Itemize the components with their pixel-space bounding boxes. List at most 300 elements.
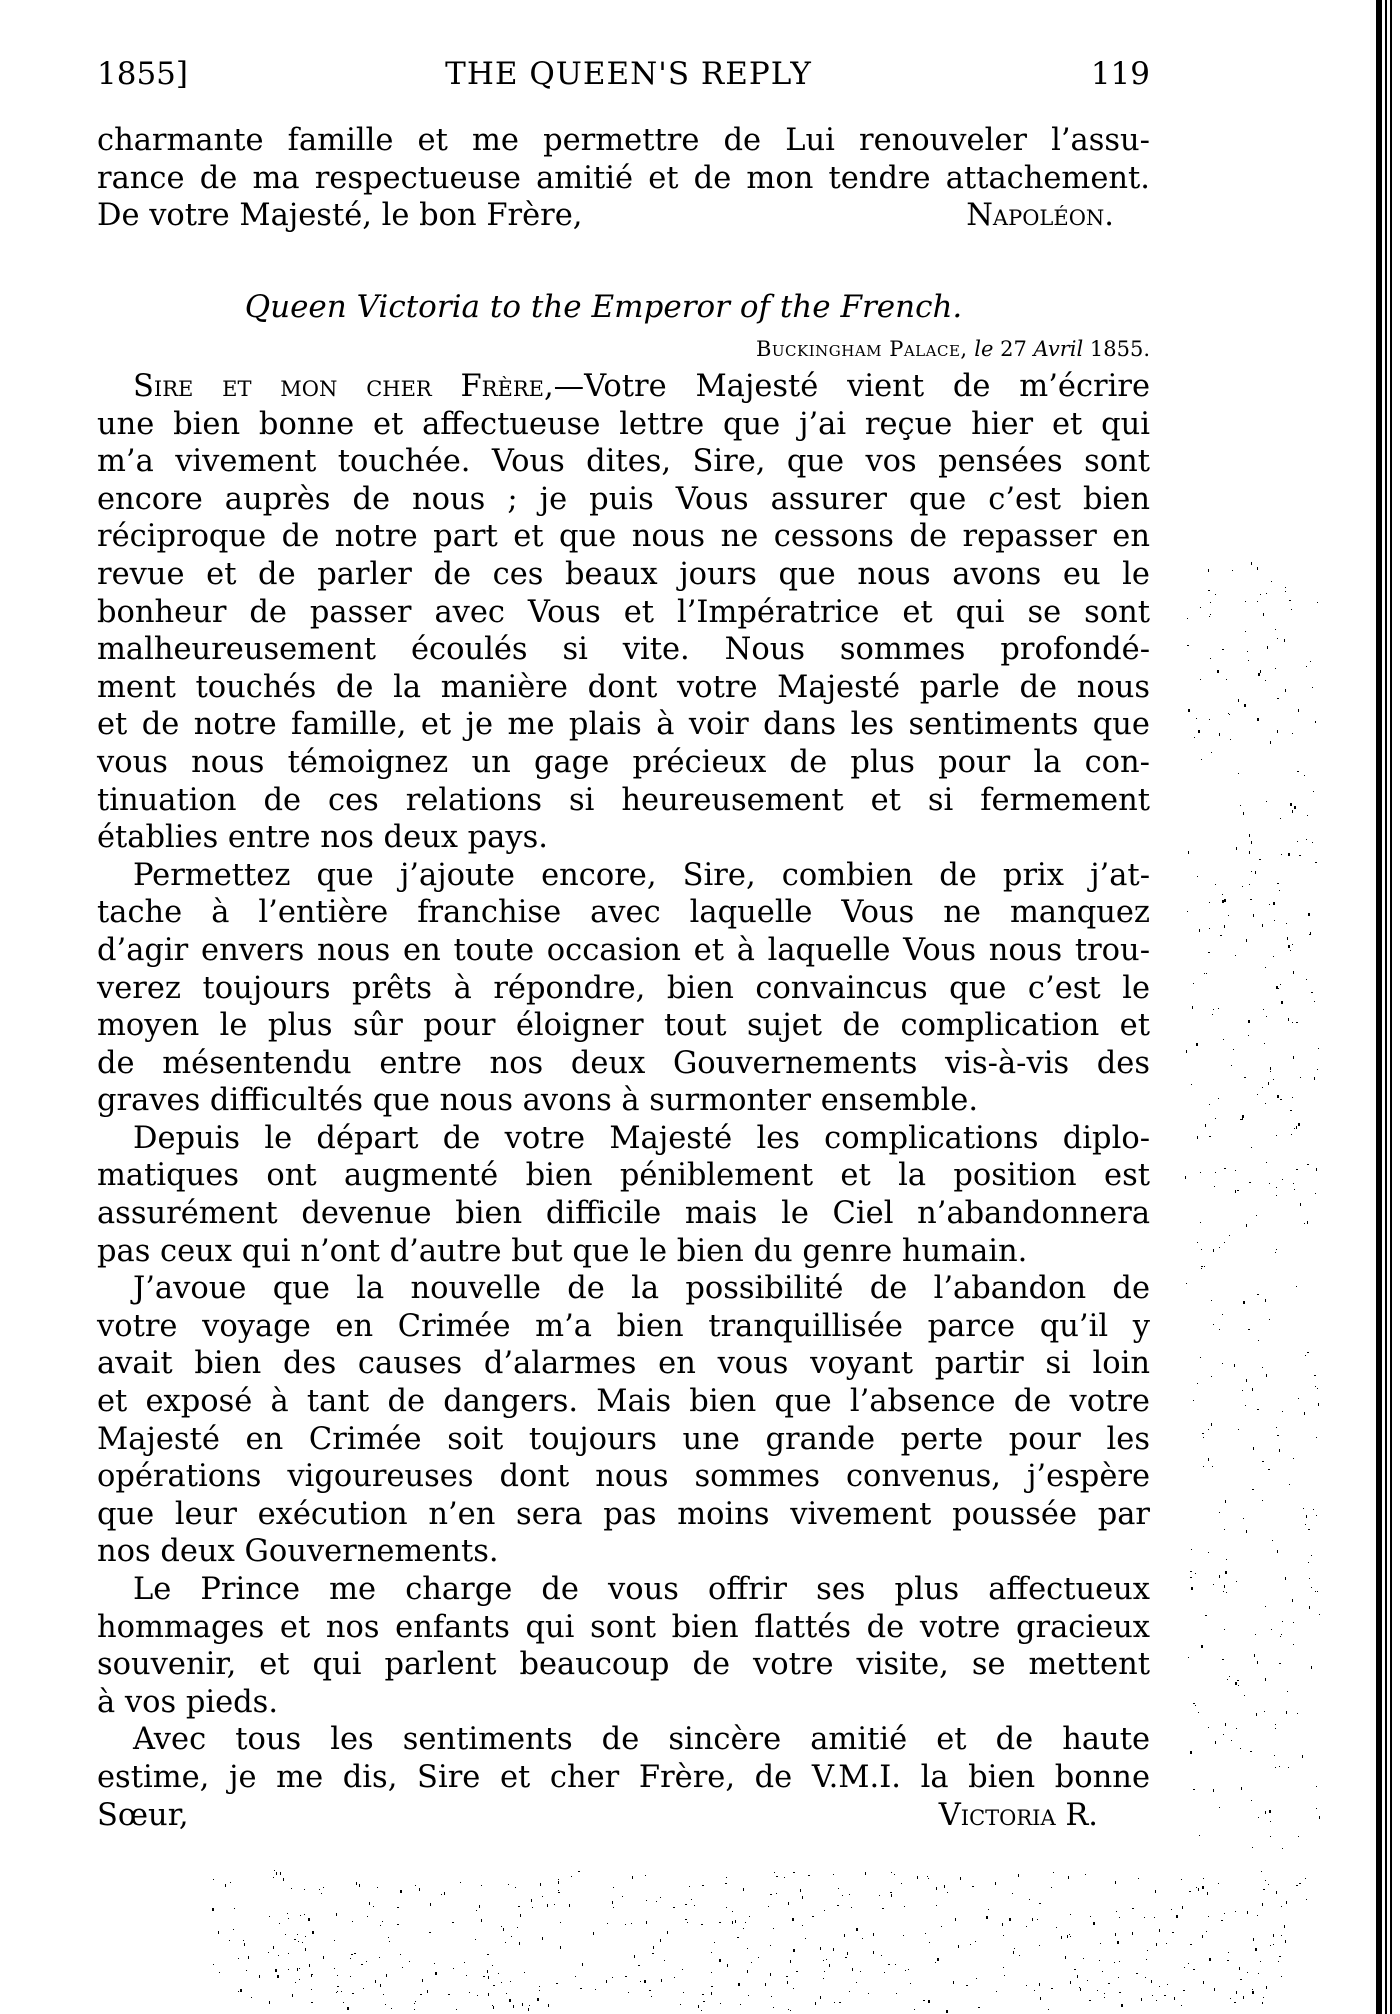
speckle-dot: [1266, 1374, 1267, 1377]
speckle-dot: [1298, 1398, 1299, 1399]
speckle-dot: [1260, 670, 1261, 673]
speckle-dot: [334, 1940, 335, 1941]
speckle-dot: [469, 1992, 470, 1993]
speckle-dot: [1281, 854, 1282, 855]
speckle-dot: [276, 1872, 277, 1875]
speckle-dot: [1316, 1515, 1317, 1516]
speckle-dot: [1316, 1786, 1317, 1787]
speckle-dot: [1159, 1986, 1160, 1987]
speckle-dot: [834, 2002, 835, 2003]
text-line: encore auprès de nous ; je puis Vous assurer que c’est bien: [97, 481, 1150, 517]
speckle-dot: [1040, 1997, 1041, 2000]
speckle-dot: [1317, 1388, 1318, 1389]
speckle-dot: [558, 1892, 560, 1893]
speckle-dot: [1146, 1959, 1147, 1960]
speckle-dot: [1319, 1614, 1320, 1615]
speckle-dot: [1226, 1592, 1227, 1593]
speckle-dot: [1264, 1711, 1265, 1712]
speckle-dot: [1206, 1931, 1207, 1932]
speckle-dot: [477, 1995, 478, 1996]
speckle-dot: [1067, 1935, 1068, 1938]
speckle-dot: [1215, 1741, 1216, 1744]
salutation: Sire et mon cher Frère,: [133, 369, 554, 404]
speckle-dot: [268, 1952, 269, 1953]
speckle-dot: [1246, 1224, 1247, 1227]
speckle-dot: [914, 2009, 915, 2010]
speckle-dot: [1203, 1981, 1204, 1984]
speckle-dot: [493, 1985, 495, 1986]
speckle-dot: [1312, 842, 1313, 843]
speckle-dot: [389, 1941, 390, 1942]
speckle-dot: [419, 1888, 420, 1891]
speckle-dot: [652, 1953, 654, 1954]
speckle-dot: [1223, 1039, 1224, 1040]
speckle-dot: [1201, 1266, 1203, 1267]
speckle-dot: [1119, 1961, 1120, 1962]
speckle-dot: [664, 1960, 665, 1961]
speckle-dot: [1263, 613, 1264, 616]
speckle-dot: [1266, 593, 1267, 594]
speckle-dot: [304, 1914, 305, 1915]
speckle-dot: [1209, 1958, 1211, 1961]
text-line: établies entre nos deux pays.: [97, 820, 548, 856]
speckle-dot: [743, 1888, 744, 1891]
speckle-dot: [1238, 1685, 1239, 1686]
speckle-dot: [1200, 679, 1201, 680]
speckle-dot: [299, 1979, 300, 1980]
text-line: Le Prince me charge de vous offrir ses plus affectueux: [133, 1572, 1150, 1607]
speckle-dot: [1243, 1518, 1244, 1519]
text-line: matiques ont augmenté bien péniblement et la position est: [97, 1158, 1150, 1194]
speckle-dot: [1251, 562, 1252, 565]
speckle-dot: [842, 1895, 843, 1896]
speckle-dot: [492, 2005, 493, 2006]
speckle-dot: [1255, 1634, 1256, 1635]
speckle-dot: [517, 1927, 518, 1928]
speckle-dot: [1280, 984, 1281, 985]
speckle-dot: [1195, 1573, 1196, 1574]
speckle-dot: [1289, 1484, 1290, 1485]
speckle-dot: [311, 1974, 312, 1977]
speckle-dot: [1242, 886, 1243, 887]
speckle-dot: [1262, 1087, 1263, 1088]
speckle-dot: [386, 1974, 387, 1977]
speckle-dot: [299, 1968, 300, 1969]
speckle-dot: [1138, 1878, 1139, 1879]
speckle-dot: [1254, 1654, 1255, 1657]
text-line: tache à l’entière franchise avec laquelle Vous ne manquez: [97, 895, 1150, 931]
speckle-dot: [560, 1922, 561, 1923]
speckle-dot: [269, 1916, 270, 1917]
text-line: Depuis le départ de votre Majesté les complications diplo-: [133, 1120, 1150, 1156]
speckle-dot: [1003, 1967, 1004, 1968]
speckle-dot: [820, 1996, 821, 1999]
speckle-dot: [1213, 1009, 1214, 1010]
speckle-dot: [1276, 986, 1278, 989]
speckle-dot: [1305, 1524, 1306, 1525]
speckle-dot: [1262, 2002, 1263, 2003]
speckle-dot: [972, 1886, 974, 1887]
speckle-dot: [936, 1887, 937, 1890]
text-line: réciproque de notre part et que nous ne cessons de repasser en: [97, 519, 1150, 555]
speckle-dot: [1191, 1549, 1192, 1550]
speckle-dot: [356, 1882, 357, 1885]
speckle-dot: [569, 1904, 570, 1907]
speckle-dot: [719, 1959, 721, 1962]
speckle-dot: [529, 2005, 530, 2006]
speckle-dot: [738, 1983, 740, 1986]
speckle-dot: [826, 1959, 827, 1960]
speckle-dot: [248, 1956, 249, 1959]
speckle-dot: [628, 1992, 629, 1993]
speckle-dot: [300, 1915, 301, 1916]
speckle-dot: [1257, 1094, 1258, 1095]
text-line: bonheur de passer avec Vous et l’Impératrice et qui se sont: [97, 594, 1150, 630]
speckle-dot: [1227, 1960, 1229, 1961]
speckle-dot: [1281, 1906, 1282, 1907]
speckle-dot: [593, 1932, 594, 1935]
speckle-dot: [1229, 714, 1230, 715]
speckle-dot: [960, 1877, 961, 1880]
speckle-dot: [1299, 855, 1301, 856]
speckle-dot: [1218, 1098, 1219, 1099]
speckle-dot: [1313, 791, 1314, 792]
speckle-dot: [1097, 1990, 1098, 1991]
speckle-dot: [1267, 646, 1268, 649]
speckle-dot: [1209, 616, 1210, 617]
speckle-dot: [955, 1918, 956, 1921]
speckle-dot: [1230, 739, 1231, 740]
speckle-dot: [1197, 1242, 1198, 1243]
speckle-dot: [311, 2002, 313, 2003]
speckle-dot: [788, 1902, 789, 1905]
speckle-dot: [935, 1962, 936, 1963]
speckle-dot: [1293, 1183, 1294, 1184]
speckle-dot: [582, 1963, 583, 1966]
speckle-dot: [1056, 1927, 1057, 1928]
speckle-dot: [1268, 1469, 1270, 1470]
speckle-dot: [1298, 709, 1299, 712]
speckle-dot: [1186, 1283, 1187, 1284]
speckle-dot: [351, 1954, 353, 1955]
speckle-dot: [1238, 699, 1239, 702]
speckle-dot: [1196, 1043, 1198, 1046]
speckle-dot: [1203, 1878, 1204, 1879]
speckle-dot: [1279, 890, 1280, 891]
speckle-dot: [917, 1876, 918, 1879]
speckle-dot: [1290, 1110, 1292, 1111]
speckle-dot: [1222, 649, 1224, 650]
speckle-dot: [1201, 1268, 1202, 1269]
speckle-dot: [976, 1978, 977, 1979]
speckle-dot: [1293, 1056, 1294, 1059]
speckle-dot: [1188, 1963, 1189, 1964]
speckle-dot: [1309, 1578, 1310, 1579]
speckle-dot: [1233, 1049, 1234, 1050]
speckle-dot: [792, 1918, 794, 1921]
speckle-dot: [1193, 1400, 1194, 1401]
speckle-dot: [380, 1984, 381, 1987]
speckle-dot: [380, 1925, 381, 1926]
speckle-dot: [279, 1923, 280, 1924]
speckle-dot: [1190, 1577, 1192, 1578]
speckle-dot: [1102, 1971, 1103, 1972]
speckle-dot: [1211, 752, 1212, 753]
speckle-dot: [1292, 944, 1293, 945]
signature-victoria: Victoria R.: [938, 1797, 1098, 1833]
speckle-dot: [856, 1982, 857, 1983]
speckle-dot: [1308, 1562, 1309, 1563]
speckle-dot: [219, 1972, 220, 1973]
speckle-dot: [1313, 1509, 1314, 1510]
speckle-dot: [441, 1894, 442, 1895]
speckle-dot: [1061, 1936, 1062, 1939]
dateline-le: le: [974, 337, 994, 361]
speckle-dot: [1204, 1266, 1205, 1267]
speckle-dot: [1232, 570, 1233, 571]
speckle-dot: [1209, 1136, 1211, 1137]
speckle-dot: [793, 1949, 795, 1952]
speckle-dot: [1197, 1136, 1198, 1139]
speckle-dot: [1193, 1703, 1195, 1704]
speckle-dot: [1119, 1992, 1121, 1993]
speckle-dot: [1247, 651, 1248, 652]
speckle-dot: [1315, 721, 1316, 722]
speckle-dot: [1236, 1728, 1237, 1729]
speckle-dot: [1220, 935, 1222, 936]
speckle-dot: [1048, 2009, 1049, 2010]
speckle-dot: [944, 1885, 945, 1888]
speckle-dot: [1277, 730, 1278, 733]
speckle-dot: [305, 1936, 306, 1937]
speckle-dot: [1255, 1948, 1257, 1951]
speckle-dot: [844, 1934, 845, 1937]
speckle-dot: [776, 1893, 777, 1894]
speckle-dot: [1258, 673, 1260, 676]
speckle-dot: [1302, 1755, 1303, 1758]
speckle-dot: [1234, 1364, 1235, 1367]
speckle-dot: [1200, 607, 1201, 608]
speckle-dot: [1136, 1973, 1138, 1974]
speckle-dot: [1222, 1314, 1223, 1315]
speckle-dot: [1164, 1995, 1166, 1996]
speckle-dot: [1214, 1186, 1215, 1187]
speckle-dot: [1294, 806, 1296, 809]
speckle-dot: [770, 1973, 771, 1976]
speckle-dot: [1209, 902, 1210, 903]
speckle-dot: [1194, 737, 1195, 738]
speckle-dot: [701, 1924, 703, 1925]
speckle-dot: [901, 1883, 902, 1884]
speckle-dot: [1297, 771, 1299, 772]
speckle-dot: [793, 1988, 794, 1989]
speckle-dot: [493, 2006, 494, 2009]
speckle-dot: [1089, 2000, 1091, 2001]
speckle-dot: [812, 1916, 814, 1917]
speckle-dot: [849, 1991, 850, 1992]
speckle-dot: [277, 1975, 279, 1978]
speckle-dot: [1303, 1508, 1304, 1509]
text-line: estime, je me dis, Sire et cher Frère, de V.M.I. la bien bonne: [97, 1759, 1150, 1795]
speckle-dot: [243, 1940, 244, 1941]
speckle-dot: [580, 1988, 582, 1989]
speckle-dot: [773, 2007, 774, 2008]
speckle-dot: [719, 1922, 721, 1923]
speckle-dot: [1288, 1767, 1289, 1768]
speckle-dot: [774, 1872, 775, 1873]
speckle-dot: [711, 1952, 712, 1953]
speckle-dot: [1231, 1065, 1232, 1066]
speckle-dot: [414, 2003, 415, 2004]
speckle-dot: [1188, 851, 1189, 854]
speckle-dot: [1191, 1084, 1192, 1085]
speckle-dot: [936, 1905, 937, 1906]
speckle-dot: [1039, 1945, 1040, 1946]
speckle-dot: [703, 2001, 705, 2002]
speckle-dot: [1306, 1515, 1307, 1518]
speckle-dot: [1018, 1874, 1019, 1877]
speckle-dot: [726, 1877, 727, 1878]
speckle-dot: [539, 1990, 540, 1991]
speckle-dot: [1275, 1728, 1276, 1729]
speckle-dot: [1235, 1682, 1237, 1685]
speckle-dot: [1229, 1676, 1230, 1677]
speckle-dot: [1188, 1657, 1189, 1658]
speckle-dot: [937, 1958, 939, 1961]
speckle-dot: [1290, 803, 1292, 806]
speckle-dot: [698, 2005, 699, 2008]
speckle-dot: [833, 1948, 834, 1951]
speckle-dot: [1193, 1969, 1195, 1970]
speckle-dot: [1242, 1390, 1243, 1391]
speckle-dot: [308, 1918, 310, 1921]
speckle-dot: [1276, 1427, 1277, 1428]
speckle-dot: [1188, 709, 1190, 712]
speckle-dot: [1311, 992, 1313, 993]
speckle-dot: [1236, 1991, 1237, 1994]
speckle-dot: [1240, 1748, 1241, 1749]
speckle-dot: [400, 1954, 401, 1955]
speckle-dot: [1013, 1951, 1014, 1954]
speckle-dot: [646, 1921, 647, 1924]
speckle-dot: [1083, 1958, 1084, 1959]
speckle-dot: [1296, 1126, 1297, 1129]
speckle-dot: [487, 1954, 489, 1955]
speckle-dot: [680, 2004, 681, 2005]
speckle-dot: [350, 1958, 351, 1959]
text-line: Avec tous les sentiments de sincère amitié et de haute: [133, 1722, 1150, 1758]
speckle-dot: [1315, 862, 1317, 863]
speckle-dot: [988, 1909, 989, 1910]
speckle-dot: [321, 1893, 322, 1894]
speckle-dot: [246, 1970, 247, 1971]
speckle-dot: [409, 1961, 410, 1962]
speckle-dot: [1296, 1885, 1298, 1886]
speckle-dot: [1296, 1169, 1298, 1170]
speckle-dot: [1257, 1409, 1259, 1410]
speckle-dot: [1087, 1980, 1088, 1981]
speckle-dot: [1270, 1067, 1271, 1070]
speckle-dot: [1277, 1095, 1279, 1098]
speckle-dot: [1248, 1329, 1250, 1330]
speckle-dot: [479, 1905, 480, 1908]
speckle-dot: [1308, 1529, 1310, 1530]
speckle-dot: [735, 1920, 736, 1923]
speckle-dot: [1250, 1751, 1252, 1752]
speckle-dot: [259, 1975, 260, 1978]
speckle-dot: [1286, 1901, 1287, 1904]
text-line: vous nous témoignez un gage précieux de plus pour la con-: [97, 744, 1150, 780]
speckle-dot: [802, 1896, 803, 1899]
speckle-dot: [312, 1931, 314, 1934]
speckle-dot: [1304, 1412, 1305, 1415]
speckle-dot: [1306, 979, 1307, 980]
speckle-dot: [1215, 594, 1216, 595]
speckle-dot: [323, 1956, 324, 1959]
speckle-dot: [1281, 1634, 1282, 1635]
speckle-dot: [1262, 1500, 1263, 1501]
speckle-dot: [740, 2004, 741, 2005]
speckle-dot: [714, 1942, 715, 1943]
speckle-dot: [444, 1892, 445, 1895]
speckle-dot: [833, 1874, 834, 1875]
speckle-dot: [966, 1985, 968, 1986]
speckle-dot: [274, 1870, 275, 1871]
speckle-dot: [1209, 719, 1210, 720]
speckle-dot: [788, 2009, 789, 2010]
speckle-dot: [1251, 871, 1252, 872]
speckle-dot: [891, 1872, 892, 1873]
speckle-dot: [1201, 1249, 1202, 1250]
speckle-dot: [1262, 924, 1263, 927]
speckle-dot: [1080, 1988, 1081, 1991]
speckle-dot: [542, 1937, 543, 1940]
speckle-dot: [1239, 1967, 1240, 1970]
speckle-dot: [1264, 1043, 1265, 1044]
speckle-dot: [1287, 937, 1288, 940]
speckle-dot: [1182, 1906, 1183, 1909]
speckle-dot: [849, 1894, 850, 1895]
speckle-dot: [1304, 1223, 1305, 1224]
text-line: que leur exécution n’en sera pas moins vivement poussée par: [97, 1496, 1150, 1532]
speckle-dot: [1268, 1884, 1269, 1885]
speckle-dot: [1236, 847, 1237, 850]
speckle-dot: [1205, 1615, 1207, 1616]
speckle-dot: [305, 1948, 306, 1951]
speckle-dot: [873, 1951, 874, 1954]
speckle-dot: [1277, 698, 1279, 699]
speckle-dot: [860, 1971, 861, 1972]
speckle-dot: [1198, 1888, 1199, 1891]
speckle-dot: [1114, 1962, 1115, 1963]
speckle-dot: [1269, 1810, 1271, 1813]
speckle-dot: [1269, 1319, 1270, 1320]
speckle-dot: [1282, 1179, 1283, 1180]
speckle-dot: [1074, 1969, 1076, 1970]
speckle-dot: [1270, 741, 1271, 744]
speckle-dot: [1187, 618, 1188, 619]
speckle-dot: [1202, 1935, 1203, 1938]
speckle-dot: [539, 1986, 540, 1987]
speckle-dot: [558, 1881, 559, 1884]
speckle-dot: [1228, 713, 1229, 714]
speckle-dot: [1190, 1751, 1192, 1754]
speckle-dot: [1262, 1367, 1263, 1368]
text-line: Permettez que j’ajoute encore, Sire, combien de prix j’at-: [133, 857, 1150, 893]
speckle-dot: [1260, 1961, 1261, 1962]
speckle-dot: [275, 1969, 277, 1972]
speckle-dot: [1263, 1997, 1264, 1998]
